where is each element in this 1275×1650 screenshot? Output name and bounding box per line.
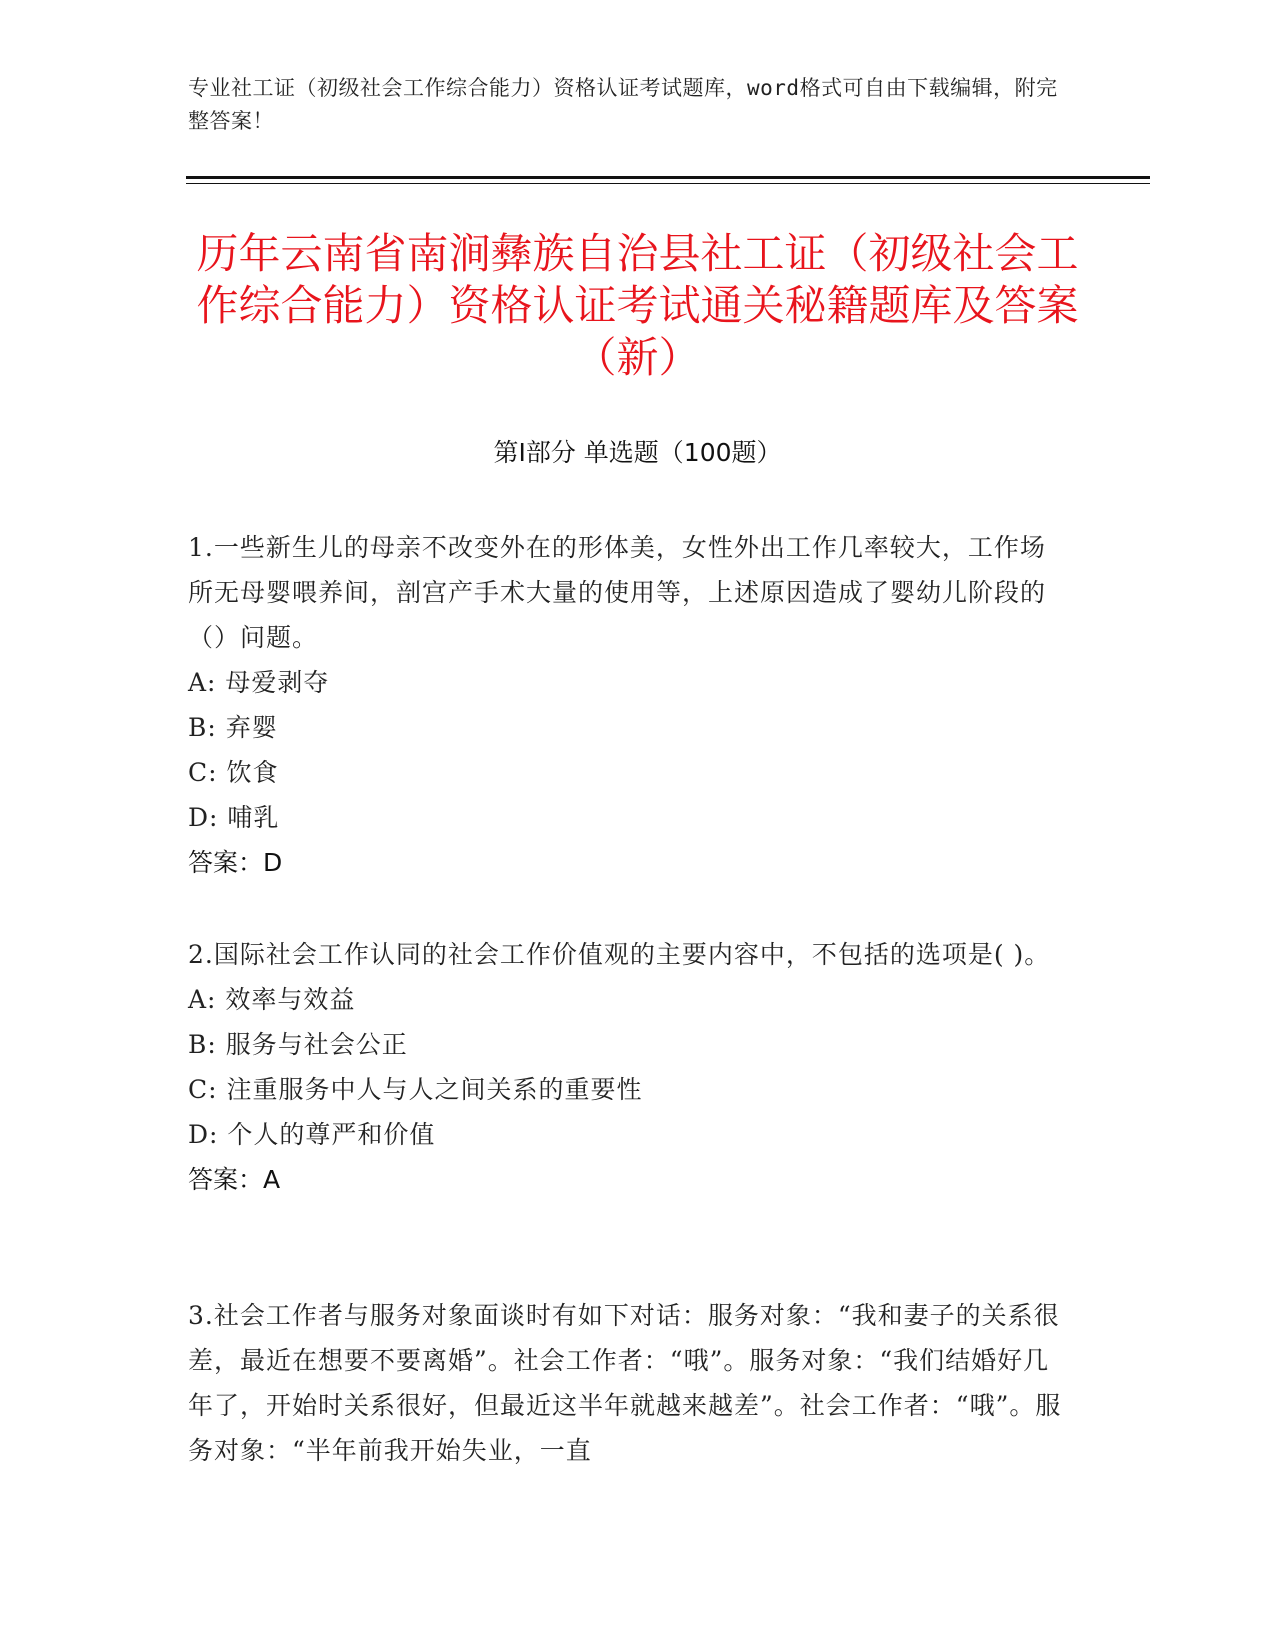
header-note: 专业社工证（初级社会工作综合能力）资格认证考试题库，word格式可自由下载编辑，附完整答案！ <box>188 76 1058 133</box>
question-2 <box>188 932 1068 1202</box>
option-b: B: 服务与社会公正 <box>188 1030 408 1059</box>
header-rule-thick <box>186 176 1150 179</box>
question-stem: 3.社会工作者与服务对象面谈时有如下对话：服务对象：“我和妻子的关系很差，最近在想要不要离婚”。社会工作者：“哦”。服务对象：“我们结婚好几年了，开始时关系很好，但最近这半年就越来越差”。社会工作者：“哦”。服务对象：“半年前我开始失业，一直 <box>188 1301 1062 1465</box>
answer-line: 答案：A <box>188 1165 281 1194</box>
option-c: C: 饮食 <box>188 758 279 787</box>
section-heading: 第Ⅰ部分 单选题（100题） <box>493 438 782 467</box>
option-d: D: 哺乳 <box>188 803 280 832</box>
question-3 <box>188 1293 1068 1473</box>
option-b: B: 弃婴 <box>188 713 278 742</box>
question-stem: 2.国际社会工作认同的社会工作价值观的主要内容中，不包括的选项是( )。 <box>188 940 1051 969</box>
option-d: D: 个人的尊严和价值 <box>188 1120 436 1149</box>
answer-line: 答案：D <box>188 848 283 877</box>
document-title: 历年云南省南涧彝族自治县社工证（初级社会工作综合能力）资格认证考试通关秘籍题库及答案（新） <box>196 229 1079 382</box>
option-c: C: 注重服务中人与人之间关系的重要性 <box>188 1075 643 1104</box>
question-1 <box>188 525 1068 885</box>
header-rule-thin <box>186 183 1150 184</box>
option-a: A: 母爱剥夺 <box>188 668 330 697</box>
option-a: A: 效率与效益 <box>188 985 356 1014</box>
question-stem: 1.一些新生儿的母亲不改变外在的形体美，女性外出工作几率较大，工作场所无母婴喂养间，剖宫产手术大量的使用等，上述原因造成了婴幼儿阶段的（）问题。 <box>188 533 1047 652</box>
